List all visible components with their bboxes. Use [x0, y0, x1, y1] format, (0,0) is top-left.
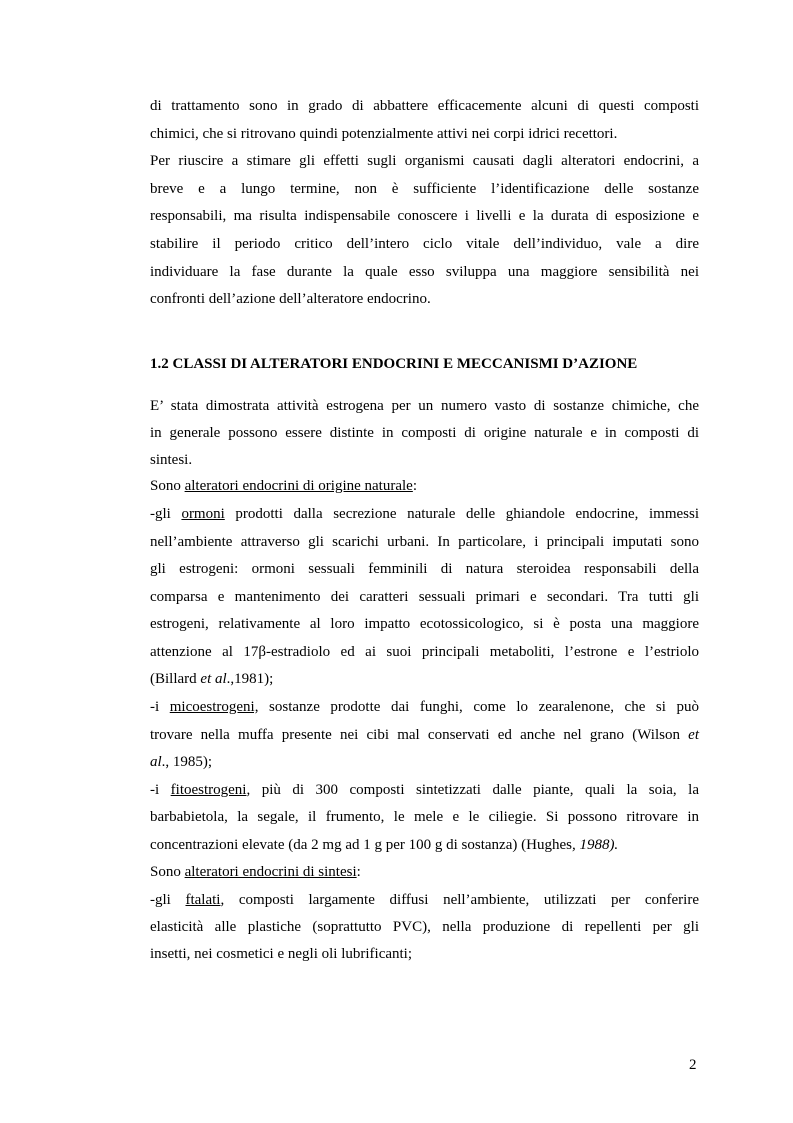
paragraph-line	[150, 862, 699, 882]
text-run: sostanze prodotte dai funghi, come lo zearalenone, che si può	[258, 699, 699, 715]
paragraph-line	[150, 835, 699, 855]
paragraph-line	[150, 780, 699, 800]
paragraph-line	[150, 917, 699, 937]
text-run: :	[412, 478, 418, 494]
italic-text: et	[688, 727, 699, 743]
underlined-term: fitoestrogeni	[170, 782, 247, 798]
text-run: , composti largamente diffusi nell’ambiente, utilizzati per conferire	[220, 892, 699, 908]
text-run: barbabietola, la segale, il frumento, le mele e le ciliegie. Si possono ritrovare in	[150, 809, 699, 825]
paragraph-line	[150, 179, 699, 199]
text-run: di trattamento sono in grado di abbattere efficacemente alcuni di questi composti	[150, 98, 699, 114]
text-run: ., 1985);	[161, 754, 213, 770]
text-run: individuare la fase durante la quale esso sviluppa una maggiore sensibilità nei	[150, 264, 699, 280]
text-run: Sono	[150, 864, 185, 880]
section-heading	[150, 354, 699, 374]
page-number: 2	[689, 1057, 697, 1073]
paragraph-line	[150, 124, 699, 144]
text-run: trovare nella muffa presente nei cibi mal conservati ed anche nel grano (Wilson	[150, 727, 689, 743]
paragraph-line	[150, 559, 699, 579]
text-run: .,1981);	[226, 671, 274, 687]
text-run: -i	[150, 782, 171, 798]
paragraph-line	[150, 614, 699, 634]
text-run: responsabili, ma risulta indispensabile conoscere i livelli e la durata di esposizione e	[150, 208, 699, 224]
text-run: prodotti dalla secrezione naturale delle ghiandole endocrine, immessi	[224, 506, 699, 522]
text-run: confronti dell’azione dell’alteratore endocrino.	[150, 291, 431, 307]
text-run: E’ stata dimostrata attività estrogena per un numero vasto di sostanze chimiche, che	[150, 398, 699, 414]
italic-text: et al	[200, 671, 227, 687]
paragraph-line	[150, 96, 699, 116]
paragraph-line	[150, 669, 699, 689]
text-run: , più di 300 composti sintetizzati dalle piante, quali la soia, la	[246, 782, 699, 798]
text-run: concentrazioni elevate (da 2 mg ad 1 g per 100 g di sostanza) (Hughes	[150, 837, 572, 853]
text-run: -gli	[150, 892, 186, 908]
text-run: -i	[150, 699, 170, 715]
paragraph-line	[150, 587, 699, 607]
paragraph-line	[150, 642, 699, 662]
text-run: Per riuscire a stimare gli effetti sugli organismi causati dagli alteratori endocrini, a	[150, 153, 699, 169]
underlined-term: ftalati	[185, 892, 221, 908]
text-run: attenzione al 17β-estradiolo ed ai suoi principali metaboliti, l’estrone e l’estriolo	[150, 644, 699, 660]
paragraph-line	[150, 289, 699, 309]
paragraph-line	[150, 890, 699, 910]
text-run: (Billard	[150, 671, 201, 687]
paragraph-line	[150, 206, 699, 226]
text-run: estrogeni, relativamente al loro impatto ecotossicologico, si è posta una maggiore	[150, 616, 699, 632]
paragraph-line	[150, 450, 699, 470]
text-run: in generale possono essere distinte in composti di origine naturale e in composti di	[150, 425, 699, 441]
paragraph-line	[150, 396, 699, 416]
text-run: chimici, che si ritrovano quindi potenzialmente attivi nei corpi idrici recettori.	[150, 126, 618, 142]
paragraph-line	[150, 807, 699, 827]
text-run: stabilire il periodo critico dell’intero ciclo vitale dell’individuo, vale a dire	[150, 236, 699, 252]
paragraph-line	[150, 725, 699, 745]
text-run: comparsa e mantenimento dei caratteri sessuali primari e secondari. Tra tutti gli	[150, 589, 699, 605]
underlined-term: ormoni	[181, 506, 225, 522]
paragraph-line	[150, 504, 699, 524]
text-run: :	[356, 864, 361, 880]
text-run: breve e a lungo termine, non è sufficiente l’identificazione delle sostanze	[150, 181, 699, 197]
text-run: 1.2 CLASSI DI ALTERATORI ENDOCRINI E MECCANISMI D’AZIONE	[150, 356, 638, 372]
paragraph-line	[150, 262, 699, 282]
text-run: gli estrogeni: ormoni sessuali femminili di natura steroidea responsabili della	[150, 561, 699, 577]
italic-text: al	[150, 754, 162, 770]
italic-text: , 1988).	[571, 837, 619, 853]
underlined-term: micoestrogeni,	[169, 699, 259, 715]
paragraph-line	[150, 423, 699, 443]
underlined-term: alteratori endocrini di origine naturale	[184, 478, 413, 494]
paragraph-line	[150, 752, 699, 772]
paragraph-line	[150, 151, 699, 171]
paragraph-line	[150, 532, 699, 552]
text-run: -gli	[150, 506, 182, 522]
paragraph-line	[150, 697, 699, 717]
text-run: insetti, nei cosmetici e negli oli lubrificanti;	[150, 946, 413, 962]
text-run: sintesi.	[150, 452, 193, 468]
underlined-term: alteratori endocrini di sintesi	[184, 864, 357, 880]
paragraph-line	[150, 234, 699, 254]
text-run: nell’ambiente attraverso gli scarichi urbani. In particolare, i principali imputati sono	[150, 534, 699, 550]
text-run: Sono	[150, 478, 185, 494]
paragraph-line	[150, 944, 699, 964]
paragraph-line	[150, 476, 699, 496]
text-run: elasticità alle plastiche (soprattutto PVC), nella produzione di repellenti per gli	[150, 919, 699, 935]
